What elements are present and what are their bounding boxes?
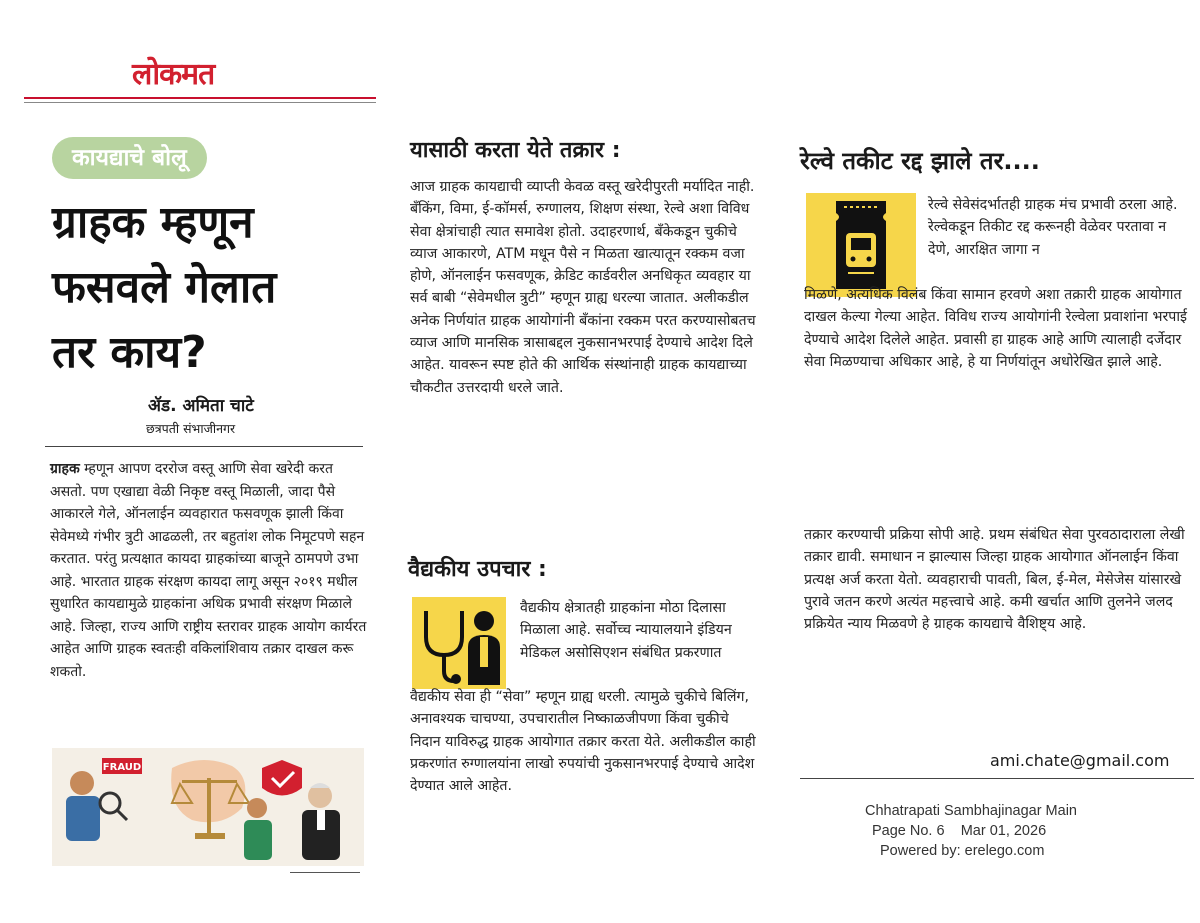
fraud-label: FRAUD <box>102 762 142 773</box>
consumer-court-illustration <box>52 748 364 866</box>
column-tag: कायद्याचे बोलू <box>52 137 207 179</box>
divider <box>800 778 1194 779</box>
section-heading-complaints: यासाठी करता येते तक्रार : <box>410 138 621 163</box>
section-heading-medical: वैद्यकीय उपचार : <box>408 557 547 582</box>
page-number: Page No. 6 <box>872 823 945 839</box>
divider <box>290 872 360 873</box>
section-heading-railway: रेल्वे तकीट रद्द झाले तर.... <box>800 147 1040 175</box>
page-info <box>872 823 1046 839</box>
section-body-medical-intro: वैद्यकीय क्षेत्रातही ग्राहकांना मोठा दिलासा मिळाला आहे. सर्वोच्च न्यायालयाने इंडियन मेडिकल असोसिएशन संबंधित प्रकरणात <box>520 600 732 661</box>
intro-paragraph <box>50 458 370 683</box>
masthead-rule <box>24 97 376 99</box>
edition-name: Chhatrapati Sambhajinagar Main <box>865 803 1077 819</box>
railway-ticket-icon <box>806 193 916 297</box>
section-body-railway: मिळणे, अत्यधिक विलंब किंवा सामान हरवणे अशा तक्रारी ग्राहक आयोगात दाखल केल्या गेल्या आहेत. विविध राज्य आयोगांनी रेल्वेला प्रवाशांना भरपाई देण्याचे आदेश दिलेले आहेत. प्रवासी हा ग्राहक आहे आणि त्यालाही दर्जेदार सेवा मिळण्याचा अधिकार आहे, हे या निर्णयांतून अधोरेखित झाले आहे. <box>804 287 1187 370</box>
stethoscope-doctor-icon <box>412 597 506 689</box>
headline-line: ग्राहक म्हणून <box>52 197 254 248</box>
powered-by: Powered by: erelego.com <box>880 843 1045 859</box>
author-email: ami.chate@gmail.com <box>990 751 1170 770</box>
section-body-complaints: आज ग्राहक कायद्याची व्याप्ती केवळ वस्तू खरेदीपुरती मर्यादित नाही. बँकिंग, विमा, ई-कॉमर्स, रुग्णालय, शिक्षण संस्था, रेल्वे अशा विविध सेवा क्षेत्रांचाही त्यात समावेश होतो. उदाहरणार्थ, बँकेकडून चुकीचे व्याज आकारणे, ATM मधून पैसे न मिळता खात्यातून रक्कम वजा होणे, ऑनलाईन फसवणूक, क्रेडिट कार्डवरील अनधिकृत व्यवहार या सर्व बाबी “सेवेमधील त्रुटी” म्हणून ग्राह्य धरल्या जातात. अलीकडील अनेक निर्णयांत ग्राहक आयोगांनी बँकांना रक्कम परत करण्यासोबतच व्याज आणि मानसिक त्रासाबद्दल नुकसानभरपाई देण्याचे आदेश दिले आहेत. यावरून स्पष्ट होते की आर्थिक संस्थांनाही ग्राहक कायद्याच्या चौकटीत उत्तरदायी धरले जाते. <box>410 179 756 396</box>
masthead-rule-thin <box>24 102 376 103</box>
divider <box>45 446 363 447</box>
author-place: छत्रपती संभाजीनगर <box>146 421 236 436</box>
issue-date: Mar 01, 2026 <box>960 823 1047 839</box>
newspaper-masthead-logo: लोकमत <box>132 57 215 92</box>
section-body-medical: वैद्यकीय सेवा ही “सेवा” म्हणून ग्राह्य धरली. त्यामुळे चुकीचे बिलिंग, अनावश्यक चाचण्या, उपचारातील निष्काळजीपणा किंवा चुकीचे निदान याविरुद्ध ग्राहक आयोगात तक्रार करता येते. अलीकडील काही प्रकरणांत रुग्णालयांना लाखो रुपयांची नुकसानभरपाई देण्याचे आदेश देण्यात आले आहेत. <box>410 689 756 795</box>
section-body-railway-intro: रेल्वे सेवेसंदर्भातही ग्राहक मंच प्रभावी ठरला आहे. रेल्वेकडून तिकीट रद्द करूनही वेळेवर परतावा न देणे, आरक्षित जागा न <box>928 197 1178 258</box>
author-name: ॲड. अमिता चाटे <box>148 396 254 416</box>
section-body-procedure: तक्रार करण्याची प्रक्रिया सोपी आहे. प्रथम संबंधित सेवा पुरवठादाराला लेखी तक्रार द्यावी. समाधान न झाल्यास जिल्हा ग्राहक आयोगात ऑनलाईन किंवा प्रत्यक्ष अर्ज करता येतो. व्यवहाराची पावती, बिल, ई-मेल, मेसेजेस यांसारखे पुरावे जतन करणे अत्यंत महत्त्वाचे आहे. कमी खर्चात आणि तुलनेने जलद प्रक्रियेत न्याय मिळवणे हे ग्राहक कायद्याचे वैशिष्ट्य आहे. <box>804 527 1185 633</box>
headline-line: फसवले गेलात <box>52 262 277 313</box>
headline-line: तर काय? <box>52 327 207 378</box>
intro-lead: ग्राहक <box>50 461 80 477</box>
headline <box>52 190 382 385</box>
intro-text: म्हणून आपण दररोज वस्तू आणि सेवा खरेदी करत असतो. पण एखाद्या वेळी निकृष्ट वस्तू मिळाली, जादा पैसे आकारले गेले, ऑनलाईन व्यवहारात फसवणूक झाली किंवा सेवेमध्ये गंभीर त्रुटी आढळली, तर बहुतांश लोक निमूटपणे सहन करतात. परंतु प्रत्यक्षात कायदा ग्राहकांच्या बाजूने ठामपणे उभा आहे. भारतात ग्राहक संरक्षण कायदा लागू असून २०१९ मधील सुधारित कायद्यामुळे ग्राहकांना अधिक प्रभावी संरक्षण मिळाले आहे. जिल्हा, राज्य आणि राष्ट्रीय स्तरावर ग्राहक आयोग कार्यरत आहेत आणि ग्राहक स्वतःही वकिलांशिवाय तक्रार दाखल करू शकतो. <box>50 461 367 680</box>
